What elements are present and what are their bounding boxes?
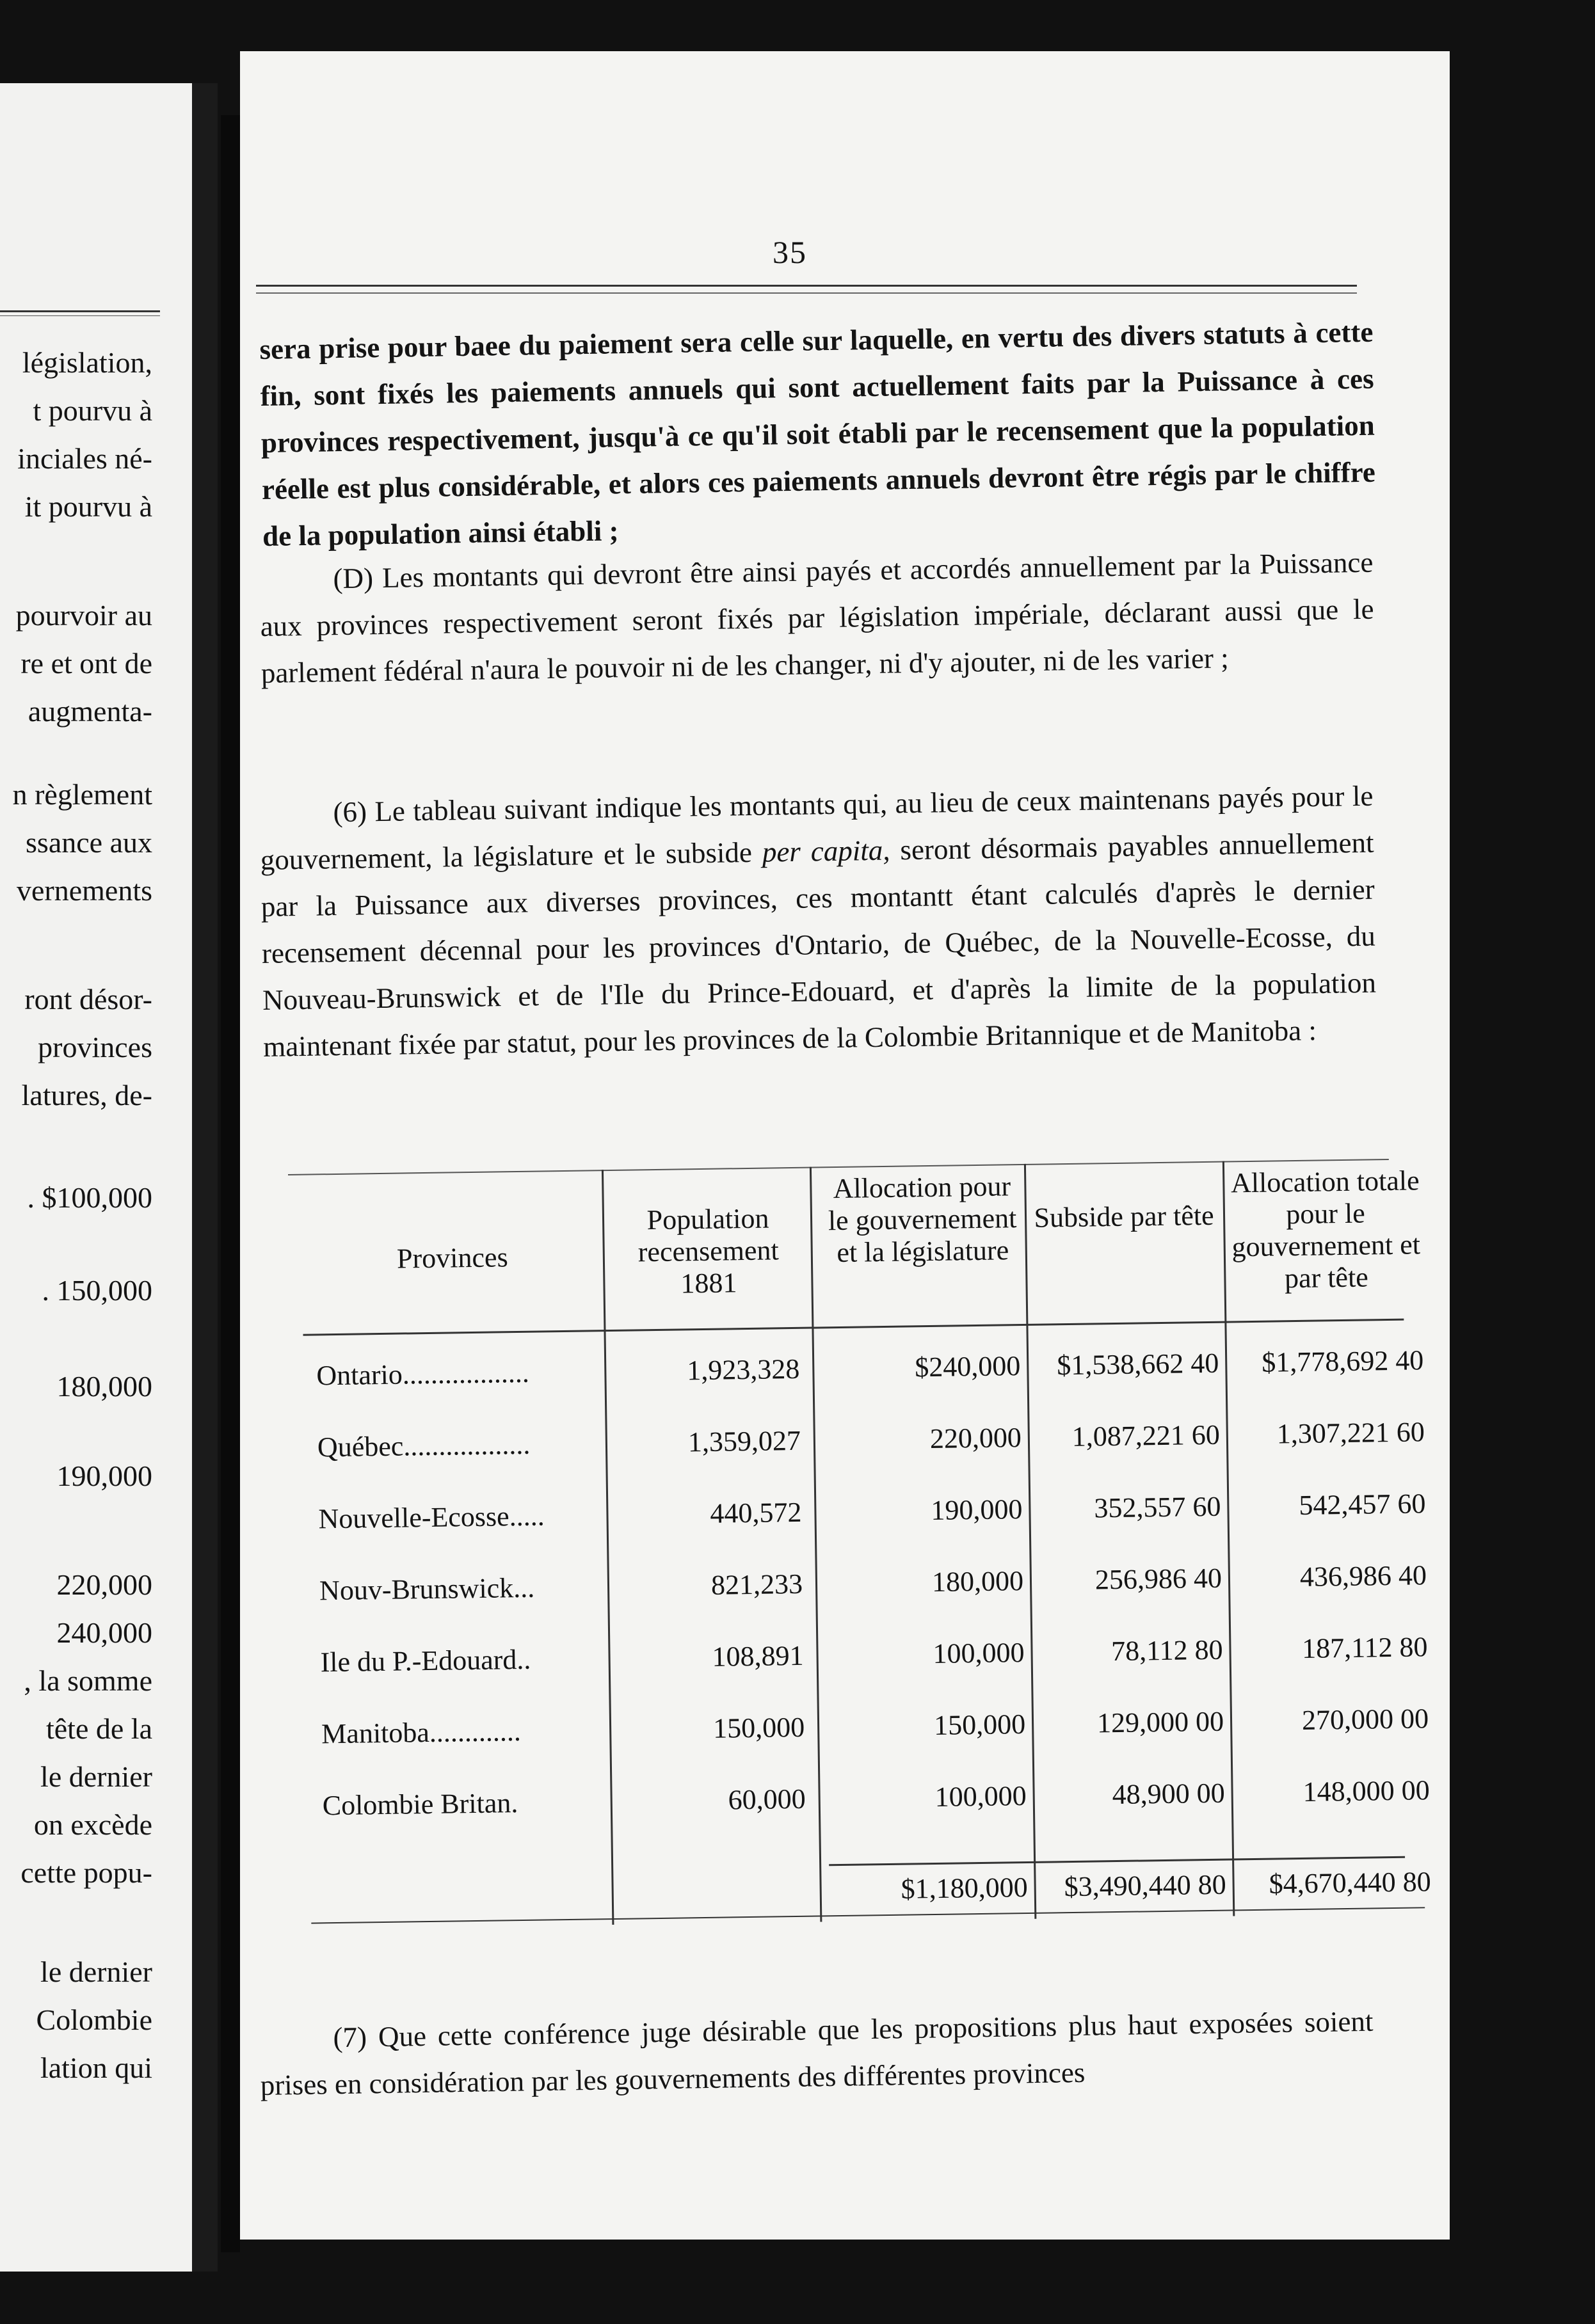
cell-allocation: 180,000 <box>931 1565 1024 1598</box>
cell-total: $1,778,692 40 <box>1261 1344 1424 1378</box>
cell-subside: 1,087,221 60 <box>1071 1419 1221 1452</box>
document-page <box>240 51 1450 2240</box>
left-page-line: on excède <box>33 1808 152 1841</box>
paragraph-1-text: sera prise pour baee du paiement sera celle sur laquelle, en vertu des divers statuts à cette fin, sont fixés les paiements annuels qui sont actuellement faits par la Puissance à ces provinces respectivement, jusqu'à ce qu'il soit établi par le recensement que la population réelle est plus considérable, et alors ces paiements annuels devront être régis par le chiffre de la population ainsi établi ; <box>259 315 1376 552</box>
left-page-line: latures, de- <box>21 1079 152 1111</box>
header-separator <box>303 1319 1404 1336</box>
cell-total: 1,307,221 60 <box>1276 1416 1425 1450</box>
left-page-line: provinces <box>38 1031 152 1063</box>
cell-population: 60,000 <box>728 1783 806 1816</box>
paragraph-7-text: (7) Que cette conférence juge désirable que les propositions plus haut exposées soient prises en considération par les gouvernements des différentes provinces <box>260 2005 1374 2101</box>
left-page-line: t pourvu à <box>33 394 152 427</box>
left-page-line: vernements <box>16 874 152 907</box>
book-gutter <box>192 83 218 2272</box>
cell-allocation: $240,000 <box>914 1350 1021 1383</box>
header-rule <box>256 285 1357 294</box>
cell-population: 821,233 <box>710 1568 803 1601</box>
cell-subside: 256,986 40 <box>1094 1562 1222 1596</box>
cell-subside: 78,112 80 <box>1110 1634 1223 1667</box>
cell-subside: 352,557 60 <box>1094 1490 1221 1524</box>
paragraph-6-start: (6) Le tableau suivant indique les montants qui, au lieu de ceux maintenans payés pour le gouvernement, la législature et le subside <box>260 779 1374 876</box>
left-page-line: , la somme <box>24 1664 152 1697</box>
left-page-line: it pourvu à <box>24 490 152 523</box>
cell-province: Colombie Britan. <box>322 1787 518 1822</box>
cell-total: 436,986 40 <box>1299 1559 1427 1593</box>
cell-population: 108,891 <box>712 1639 804 1673</box>
table-bottom-rule <box>311 1907 1425 1923</box>
cell-allocation: 220,000 <box>929 1422 1022 1455</box>
cell-total: 270,000 00 <box>1301 1703 1429 1736</box>
header-allocation: Allocation pour le gouvernement et la législature <box>828 1170 1017 1269</box>
left-page-line: 220,000 <box>56 1568 152 1601</box>
cell-population: 1,359,027 <box>687 1424 801 1458</box>
per-capita-italic: per capita, <box>762 834 890 868</box>
paragraph-d-text: (D) Les montants qui devront être ainsi payés et accordés annuellement par la Puissance aux provinces respectivement seront fixés par législation impériale, déclarant aussi que le parlement fédéral n'aura le pouvoir ni de les changer, ni d'y ajouter, ni de les varier ; <box>260 546 1374 689</box>
cell-population: 440,572 <box>710 1496 802 1529</box>
paragraph-7 <box>259 1998 1374 2109</box>
column-divider <box>810 1167 822 1922</box>
left-page-line: 190,000 <box>56 1460 152 1492</box>
cell-allocation: 100,000 <box>933 1637 1025 1670</box>
left-page-line: 180,000 <box>56 1370 152 1403</box>
cell-total: 148,000 00 <box>1302 1774 1430 1808</box>
total-allocation-totale: $4,670,440 80 <box>1269 1866 1431 1900</box>
cell-province: Québec.................. <box>317 1428 531 1463</box>
cell-province: Manitoba............. <box>321 1715 522 1750</box>
left-page-line: le dernier <box>40 1760 152 1793</box>
page-number: 35 <box>773 234 807 270</box>
total-subside: $3,490,440 80 <box>1064 1868 1226 1903</box>
totals-rule <box>829 1856 1405 1866</box>
left-page-line: Colombie <box>36 2003 152 2036</box>
allocation-table <box>288 1159 1431 1955</box>
header-total: Allocation totale pour le gouvernement et par tête <box>1230 1165 1421 1294</box>
header-subside: Subside par tête <box>1034 1199 1214 1234</box>
cell-province: Ontario.................. <box>316 1357 530 1392</box>
left-page-line: ront désor- <box>24 983 152 1015</box>
paragraph-6-text <box>259 773 1377 1070</box>
book-gutter-shadow <box>221 115 240 2252</box>
cell-subside: 48,900 00 <box>1112 1777 1225 1811</box>
left-page-line: n règlement <box>12 778 152 811</box>
paragraph-6 <box>259 773 1377 1070</box>
left-page-line: 240,000 <box>56 1616 152 1649</box>
cell-subside: $1,538,662 40 <box>1056 1347 1219 1381</box>
left-page-line: augmenta- <box>28 695 152 728</box>
left-page-line: pourvoir au <box>15 599 152 632</box>
left-facing-page <box>0 83 192 2272</box>
cell-subside: 129,000 00 <box>1096 1705 1224 1739</box>
paragraph-6-end: seront désormais payables annuellement par la Puissance aux diverses provinces, ces montantt étant calculés d'après le dernier recensement décennal pour les provinces d'Ontario, de Québec, de la Nouvelle-Ecosse, du Nouveau-Brunswick et de l'Ile du Prince-Edouard, et d'après la limite de la population maintenant fixée par statut, pour les provinces de la Colombie Britannique et de Manitoba : <box>260 826 1377 1063</box>
cell-total: 187,112 80 <box>1301 1631 1428 1664</box>
left-page-line: . $100,000 <box>27 1181 152 1214</box>
left-page-rule <box>0 310 160 316</box>
left-page-line: le dernier <box>40 1955 152 1988</box>
left-page-line: . 150,000 <box>42 1274 152 1307</box>
cell-allocation: 100,000 <box>934 1779 1027 1813</box>
cell-population: 150,000 <box>712 1711 805 1744</box>
cell-allocation: 150,000 <box>933 1708 1026 1741</box>
cell-population: 1,923,328 <box>687 1353 800 1387</box>
left-page-line: lation qui <box>40 2051 152 2084</box>
left-page-line: tête de la <box>45 1712 152 1745</box>
paragraph-1 <box>259 309 1377 560</box>
cell-province: Ile du P.-Edouard.. <box>320 1643 531 1678</box>
header-population: Population recensement 1881 <box>637 1202 780 1300</box>
total-allocation: $1,180,000 <box>901 1871 1029 1905</box>
left-page-line: législation, <box>22 346 152 379</box>
left-page-line: inciales né- <box>17 442 152 475</box>
paragraph-d <box>259 539 1375 697</box>
cell-total: 542,457 60 <box>1299 1488 1426 1521</box>
cell-allocation: 190,000 <box>931 1493 1023 1527</box>
left-page-line: re et ont de <box>20 647 152 680</box>
cell-province: Nouvelle-Ecosse..... <box>318 1500 545 1535</box>
header-provinces: Provinces <box>396 1241 508 1275</box>
cell-province: Nouv-Brunswick... <box>319 1572 535 1607</box>
left-page-line: cette popu- <box>20 1856 152 1889</box>
left-page-line: ssance aux <box>26 826 152 859</box>
